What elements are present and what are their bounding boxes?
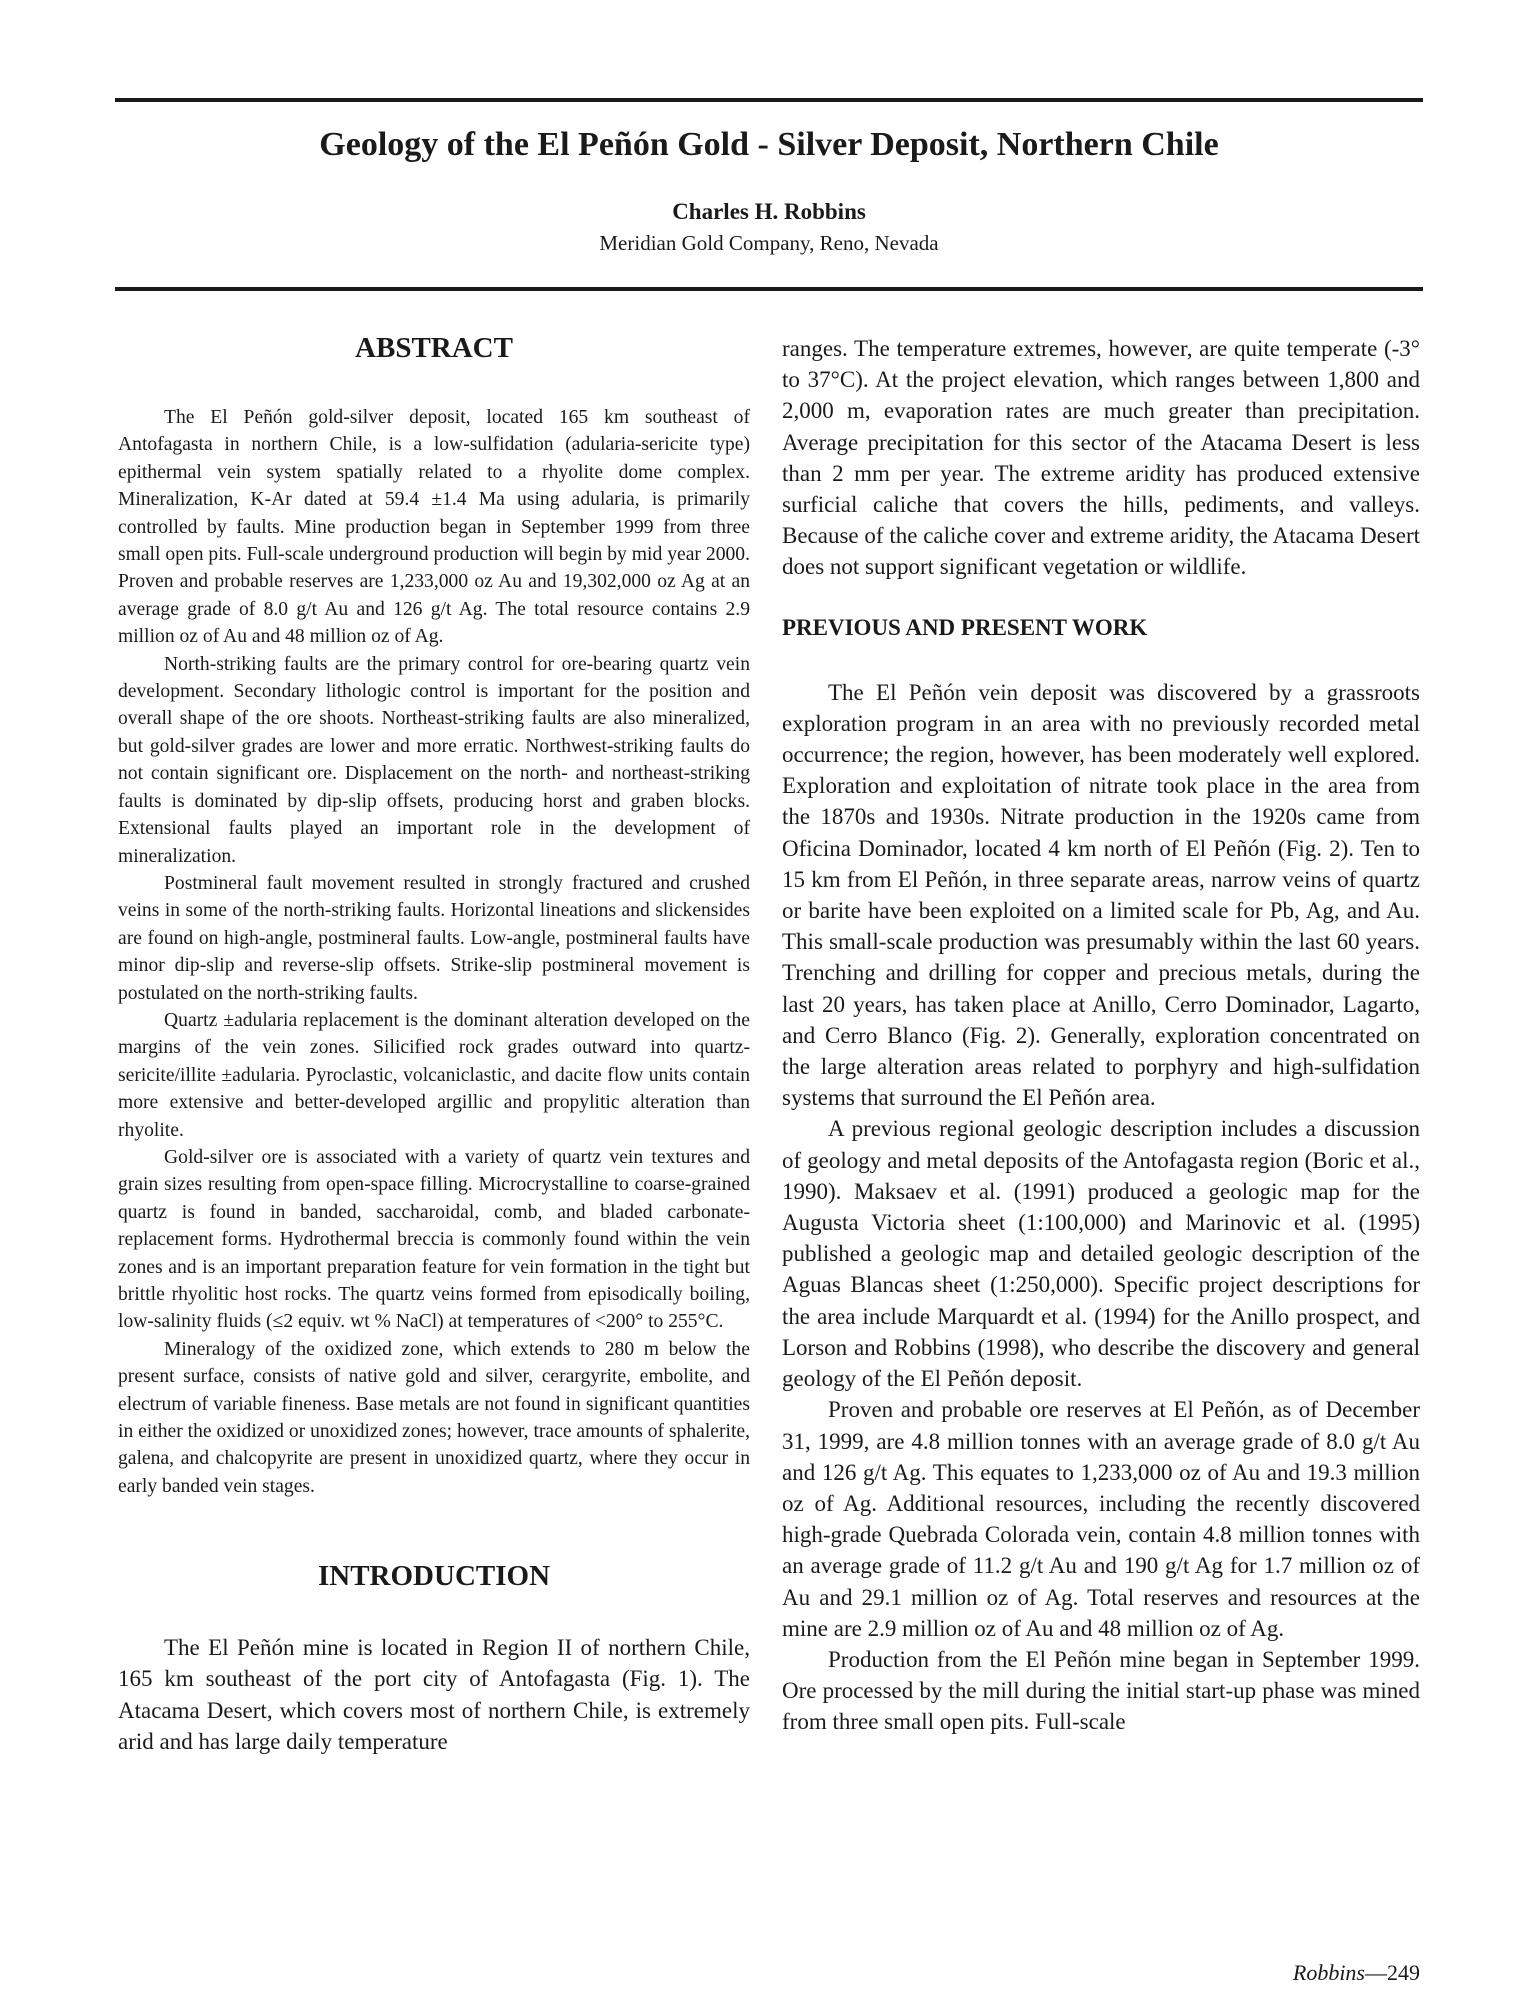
abstract-paragraph: North-striking faults are the primary control for ore-bearing quartz vein development. Secondary lithologic control is important for the position and overall shape of the ore shoots. Northeast-striking faults are also mineralized, but gold-silver grades are lower and more erratic. Northwest-striking faults do not contain significant ore. Displacement on the north- and northeast-striking faults is dominated by dip-slip offsets, producing horst and graben blocks. Extensional faults played an important role in the development of mineralization.	[118, 653, 750, 867]
introduction-heading: INTRODUCTION	[317, 1560, 551, 1593]
introduction-section	[118, 1558, 750, 1757]
previous-work-heading: PREVIOUS AND PRESENT WORK	[782, 614, 1148, 640]
paper-title: Geology of the El Peñón Gold - Silver Deposit, Northern Chile	[319, 126, 1219, 163]
author-affiliation: Meridian Gold Company, Reno, Nevada	[599, 231, 939, 255]
introduction-paragraph: The El Peñón mine is located in Region II of northern Chile, 165 km southeast of the port city of Antofagasta (Fig. 1). The Atacama Desert, which covers most of northern Chile, is extremely arid and has large daily temperature	[118, 1635, 750, 1754]
abstract-heading: ABSTRACT	[355, 332, 513, 364]
body-paragraph: Production from the El Peñón mine began in September 1999. Ore processed by the mill during the initial start-up phase was mined from three small open pits. Full-scale	[782, 1646, 1420, 1735]
abstract-section	[118, 330, 750, 1500]
abstract-paragraph: Quartz ±adularia replacement is the dominant alteration developed on the margins of the vein zones. Silicified rock grades outward into quartz-sericite/illite ±adularia. Pyroclastic, volcaniclastic, and dacite flow units contain more extensive and better-developed argillic and propylitic alteration than rhyolite.	[118, 1009, 750, 1141]
continued-paragraph: ranges. The temperature extremes, however, are quite temperate (-3° to 37°C). At the project elevation, which ranges between 1,800 and 2,000 m, evaporation rates are much greater than precipitation. Average precipitation for this sector of the Atacama Desert is less than 2 mm per year. The extreme aridity has produced extensive surficial caliche that covers the hills, pediments, and valleys. Because of the caliche cover and extreme aridity, the Atacama Desert does not support significant vegetation or wildlife.	[782, 336, 1420, 580]
right-column	[782, 333, 1420, 1738]
abstract-paragraph: Postmineral fault movement resulted in strongly fractured and crushed veins in some of the north-striking faults. Horizontal lineations and slickensides are found on high-angle, postmineral faults. Low-angle, postmineral faults have minor dip-slip and reverse-slip offsets. Strike-slip postmineral movement is postulated on the north-striking faults.	[118, 872, 750, 1004]
left-column	[118, 330, 750, 1757]
abstract-paragraph: Mineralogy of the oxidized zone, which extends to 280 m below the present surface, consists of native gold and silver, cerargyrite, embolite, and electrum of variable fineness. Base metals are not found in significant quantities in either the oxidized or unoxidized zones; however, trace amounts of sphalerite, galena, and chalcopyrite are present in unoxidized quartz, where they occur in early banded vein stages.	[118, 1338, 750, 1497]
author-name: Charles H. Robbins	[672, 199, 866, 224]
body-paragraph: The El Peñón vein deposit was discovered by a grassroots exploration program in an area with no previously recorded metal occurrence; the region, however, has been moderately well explored. Exploration and exploitation of nitrate took place in the area from the 1870s and 1930s. Nitrate production in the 1920s came from Oficina Dominador, located 4 km north of El Peñón (Fig. 2). Ten to 15 km from El Peñón, in three separate areas, narrow veins of quartz or barite have been exploited on a limited scale for Pb, Ag, and Au. This small-scale production was presumably within the last 60 years. Trenching and drilling for copper and precious metals, during the last 20 years, has taken place at Anillo, Cerro Dominador, Lagarto, and Cerro Blanco (Fig. 2). Generally, exploration concentrated on the large alteration areas related to porphyry and high-sulfidation systems that surround the El Peñón area.	[782, 679, 1420, 1111]
body-paragraph: A previous regional geologic description includes a discussion of geology and metal deposits of the Antofagasta region (Boric et al., 1990). Maksaev et al. (1991) produced a geologic map for the Augusta Victoria sheet (1:100,000) and Marinovic et al. (1995) published a geologic map and detailed geologic description of the Aguas Blancas sheet (1:250,000). Specific project descriptions for the area include Marquardt et al. (1994) for the Anillo prospect, and Lorson and Robbins (1998), who describe the discovery and general geology of the El Peñón deposit.	[782, 1116, 1420, 1392]
footer-dash: —	[1365, 1960, 1387, 1985]
body-paragraph: Proven and probable ore reserves at El Peñón, as of December 31, 1999, are 4.8 million tonnes with an average grade of 8.0 g/t Au and 126 g/t Ag. This equates to 1,233,000 oz of Au and 19.3 million oz of Ag. Additional resources, including the recently discovered high-grade Quebrada Colorada vein, contain 4.8 million tonnes with an average grade of 11.2 g/t Au and 190 g/t Ag for 1.7 million oz of Au and 29.1 million oz of Ag. Total reserves and resources at the mine are 2.9 million oz of Au and 48 million oz of Ag.	[782, 1397, 1420, 1641]
page-footer	[1293, 1959, 1420, 1987]
top-rule	[115, 98, 1423, 102]
abstract-paragraph: The El Peñón gold-silver deposit, located 165 km southeast of Antofagasta in northern Chile, is a low-sulfidation (adularia-sericite type) epithermal vein system spatially related to a rhyolite dome complex. Mineralization, K-Ar dated at 59.4 ±1.4 Ma using adularia, is primarily controlled by faults. Mine production began in September 1999 from three small open pits. Full-scale underground production will begin by mid year 2000. Proven and probable reserves are 1,233,000 oz Au and 19,302,000 oz Ag at an average grade of 8.0 g/t Au and 126 g/t Ag. The total resource contains 2.9 million oz of Au and 48 million oz of Ag.	[118, 407, 750, 648]
page-number: 249	[1387, 1960, 1420, 1985]
abstract-paragraph: Gold-silver ore is associated with a variety of quartz vein textures and grain sizes resulting from open-space filling. Microcrystalline to coarse-grained quartz is found in banded, saccharoidal, comb, and bladed carbonate-replacement forms. Hydrothermal breccia is commonly found within the vein zones and is an important preparation feature for vein formation in the tight but brittle rhyolitic host rocks. The quartz veins formed from episodically boiling, low-salinity fluids (≤2 equiv. wt % NaCl) at temperatures of <200° to 255°C.	[118, 1146, 750, 1333]
header-bottom-rule	[115, 287, 1423, 291]
footer-author: Robbins	[1292, 1960, 1365, 1985]
